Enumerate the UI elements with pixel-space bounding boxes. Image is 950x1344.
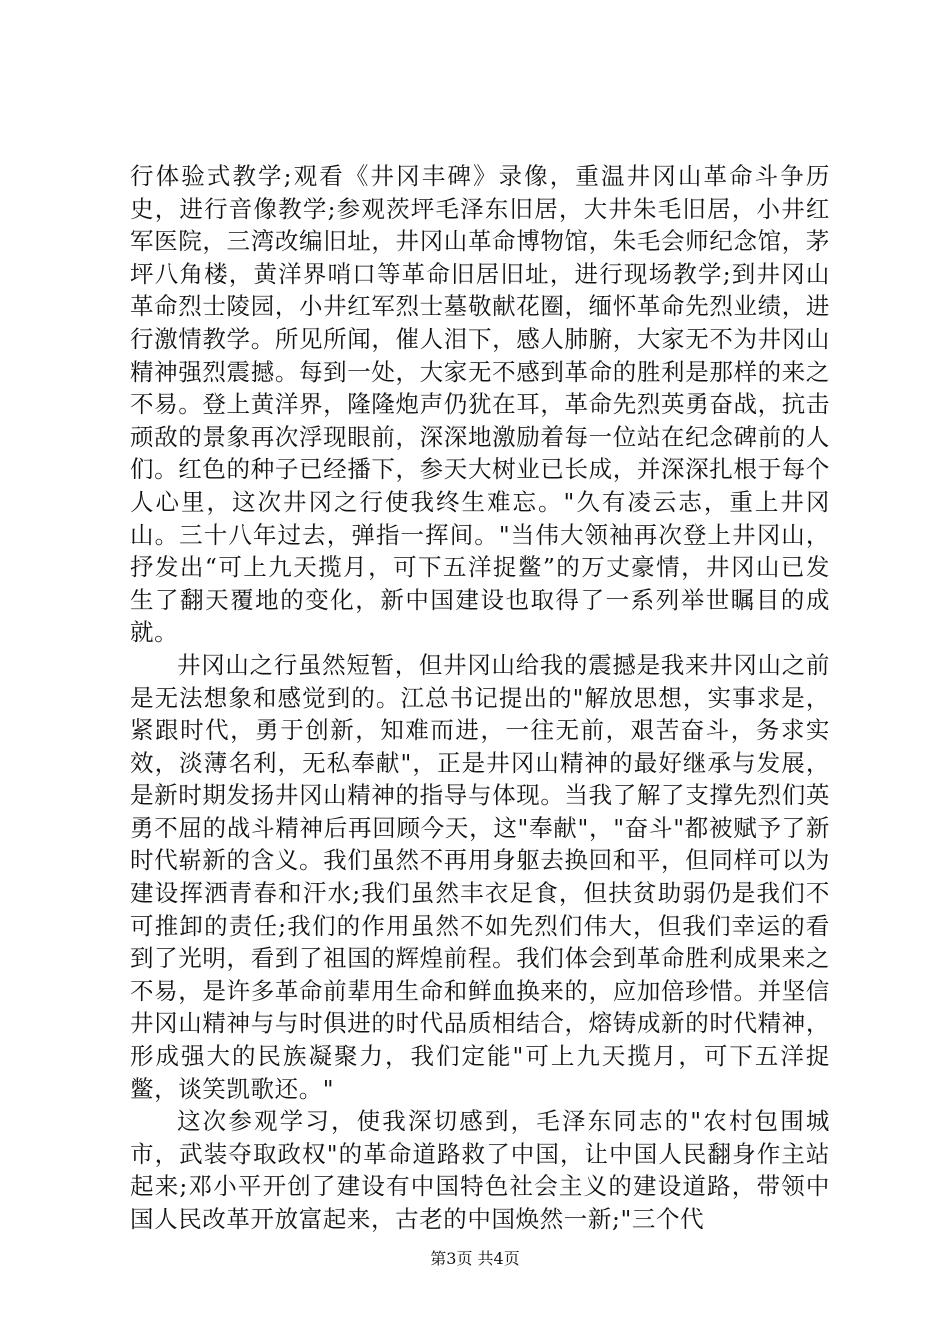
page-number-footer: 第3页 共4页: [430, 1249, 520, 1268]
paragraph-2: 井冈山之行虽然短暂，但井冈山给我的震撼是我来井冈山之前是无法想象和感觉到的。江总书记提出的"解放思想，实事求是，紧跟时代，勇于创新，知难而进，一往无前，艰苦奋斗，务求实效，淡薄名利，无私奉献"，正是井冈山精神的最好继承与发展，是新时期发扬井冈山精神的指导与体现。当我了解了支撑先烈们英勇不屈的战斗精神后再回顾今天，这"奉献"，"奋斗"都被赋予了新时代崭新的含义。我们虽然不再用身躯去换回和平，但同样可以为建设挥洒青春和汗水;我们虽然丰衣足食，但扶贫助弱仍是我们不可推卸的责任;我们的作用虽然不如先烈们伟大，但我们幸运的看到了光明，看到了祖国的辉煌前程。我们体会到革命胜利成果来之不易，是许多革命前辈用生命和鲜血换来的，应加倍珍惜。并坚信井冈山精神与与时俱进的时代品质相结合，熔铸成新的时代精神，形成强大的民族凝聚力，我们定能"可上九天揽月，可下五洋捉鳖，谈笑凯歌还。": [130, 650, 830, 1103]
paragraph-3: 这次参观学习，使我深切感到，毛泽东同志的"农村包围城市，武装夺取政权"的革命道路救了中国，让中国人民翻身作主站起来;邓小平开创了建设有中国特色社会主义的建设道路，带领中国人民改革开放富起来，古老的中国焕然一新;"三个代: [130, 1107, 830, 1233]
document-body: [130, 160, 830, 1236]
paragraph-1: 行体验式教学;观看《井冈丰碑》录像，重温井冈山革命斗争历史，进行音像教学;参观茨坪毛泽东旧居，大井朱毛旧居，小井红军医院，三湾改编旧址，井冈山革命博物馆，朱毛会师纪念馆，茅坪八角楼，黄洋界哨口等革命旧居旧址，进行现场教学;到井冈山革命烈士陵园，小井红军烈士墓敬献花圈，缅怀革命先烈业绩，进行激情教学。所见所闻，催人泪下，感人肺腑，大家无不为井冈山精神强烈震撼。每到一处，大家无不感到革命的胜利是那样的来之不易。登上黄洋界，隆隆炮声仍犹在耳，革命先烈英勇奋战，抗击顽敌的景象再次浮现眼前，深深地激励着每一位站在纪念碑前的人们。红色的种子已经播下，参天大树业已长成，并深深扎根于每个人心里，这次井冈之行使我终生难忘。"久有凌云志，重上井冈山。三十八年过去，弹指一挥间。"当伟大领袖再次登上井冈山，抒发出“可上九天揽月，可下五洋捉鳖”的万丈豪情，井冈山已发生了翻天覆地的变化，新中国建设也取得了一系列举世瞩目的成就。: [130, 162, 830, 647]
